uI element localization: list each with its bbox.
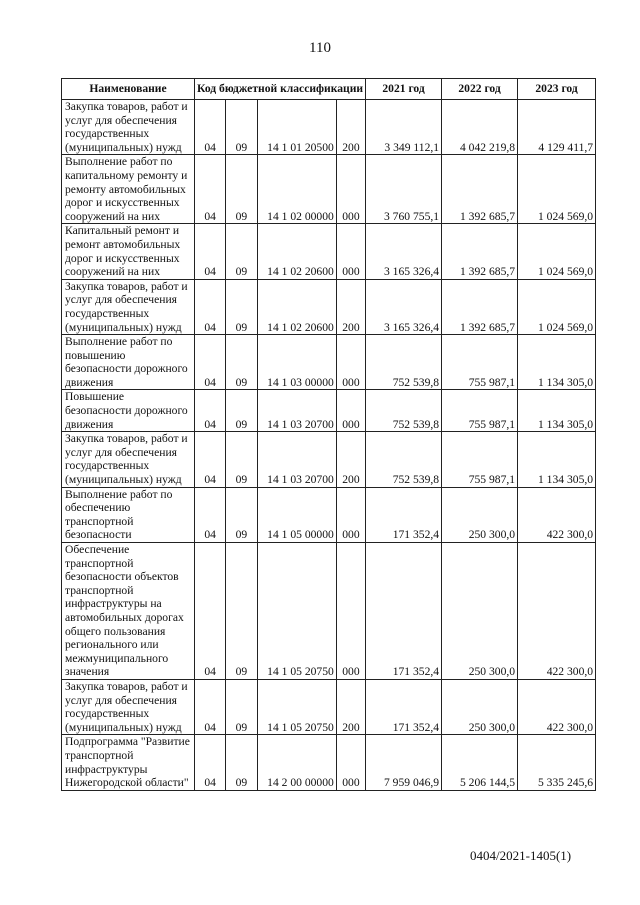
row-2022-cell: 250 300,0 <box>442 679 518 734</box>
row-target-code-cell: 14 1 05 00000 <box>257 487 336 542</box>
row-subsection-cell: 09 <box>226 390 257 432</box>
table-row <box>62 432 596 487</box>
row-section-cell: 04 <box>195 335 226 390</box>
page-number: 110 <box>309 40 331 56</box>
row-2022-cell: 1 392 685,7 <box>442 279 518 334</box>
row-target-code-cell: 14 1 02 20600 <box>257 279 336 334</box>
table-row <box>62 155 596 224</box>
row-2021-cell: 3 760 755,1 <box>366 155 442 224</box>
row-section-cell: 04 <box>195 487 226 542</box>
row-2022-cell: 755 987,1 <box>442 390 518 432</box>
row-2021-cell: 3 349 112,1 <box>366 100 442 155</box>
table-row <box>62 390 596 432</box>
row-2023-cell: 1 024 569,0 <box>518 279 596 334</box>
row-name-cell: Закупка товаров, работ и услуг для обеспечения государственных (муниципальных) нужд <box>62 679 195 734</box>
table-row <box>62 224 596 279</box>
row-2023-cell: 1 024 569,0 <box>518 224 596 279</box>
row-section-cell: 04 <box>195 155 226 224</box>
table-row <box>62 543 596 680</box>
table-row <box>62 735 596 790</box>
row-subsection-cell: 09 <box>226 279 257 334</box>
row-2023-cell: 4 129 411,7 <box>518 100 596 155</box>
row-2022-cell: 250 300,0 <box>442 543 518 680</box>
row-name-cell: Обеспечение транспортной безопасности объектов транспортной инфраструктуры на автомобильных дорогах общего пользования регионального или межмуниципального значения <box>62 543 195 680</box>
row-section-cell: 04 <box>195 543 226 680</box>
row-expense-type-cell: 200 <box>336 432 365 487</box>
row-target-code-cell: 14 1 02 20600 <box>257 224 336 279</box>
row-target-code-cell: 14 2 00 00000 <box>257 735 336 790</box>
table-header-row <box>62 79 596 100</box>
header-2021: 2021 год <box>366 79 442 100</box>
row-expense-type-cell: 200 <box>336 279 365 334</box>
header-name: Наименование <box>62 79 195 100</box>
row-section-cell: 04 <box>195 735 226 790</box>
row-target-code-cell: 14 1 03 20700 <box>257 390 336 432</box>
row-2021-cell: 171 352,4 <box>366 679 442 734</box>
row-target-code-cell: 14 1 02 00000 <box>257 155 336 224</box>
row-2022-cell: 1 392 685,7 <box>442 155 518 224</box>
row-2021-cell: 752 539,8 <box>366 335 442 390</box>
row-name-cell: Закупка товаров, работ и услуг для обеспечения государственных (муниципальных) нужд <box>62 279 195 334</box>
row-2022-cell: 4 042 219,8 <box>442 100 518 155</box>
row-section-cell: 04 <box>195 100 226 155</box>
row-section-cell: 04 <box>195 679 226 734</box>
row-subsection-cell: 09 <box>226 100 257 155</box>
table-row <box>62 279 596 334</box>
row-2023-cell: 422 300,0 <box>518 543 596 680</box>
row-expense-type-cell: 000 <box>336 487 365 542</box>
header-budget-code: Код бюджетной классификации <box>195 79 366 100</box>
row-name-cell: Закупка товаров, работ и услуг для обеспечения государственных (муниципальных) нужд <box>62 100 195 155</box>
row-2023-cell: 1 134 305,0 <box>518 335 596 390</box>
row-2021-cell: 752 539,8 <box>366 390 442 432</box>
table-row <box>62 335 596 390</box>
row-2023-cell: 1 024 569,0 <box>518 155 596 224</box>
row-2021-cell: 171 352,4 <box>366 543 442 680</box>
row-2023-cell: 422 300,0 <box>518 679 596 734</box>
row-2023-cell: 422 300,0 <box>518 487 596 542</box>
row-section-cell: 04 <box>195 224 226 279</box>
row-section-cell: 04 <box>195 279 226 334</box>
row-2023-cell: 1 134 305,0 <box>518 390 596 432</box>
row-name-cell: Подпрограмма "Развитие транспортной инфраструктуры Нижегородской области" <box>62 735 195 790</box>
row-subsection-cell: 09 <box>226 224 257 279</box>
table-row <box>62 100 596 155</box>
row-subsection-cell: 09 <box>226 735 257 790</box>
row-target-code-cell: 14 1 01 20500 <box>257 100 336 155</box>
row-expense-type-cell: 200 <box>336 100 365 155</box>
row-target-code-cell: 14 1 05 20750 <box>257 679 336 734</box>
row-name-cell: Капитальный ремонт и ремонт автомобильных дорог и искусственных сооружений на них <box>62 224 195 279</box>
row-target-code-cell: 14 1 05 20750 <box>257 543 336 680</box>
row-2022-cell: 5 206 144,5 <box>442 735 518 790</box>
row-subsection-cell: 09 <box>226 679 257 734</box>
row-expense-type-cell: 000 <box>336 155 365 224</box>
budget-table <box>61 78 596 791</box>
row-name-cell: Выполнение работ по обеспечению транспортной безопасности <box>62 487 195 542</box>
row-2022-cell: 755 987,1 <box>442 432 518 487</box>
row-expense-type-cell: 000 <box>336 543 365 680</box>
header-2023: 2023 год <box>518 79 596 100</box>
row-2021-cell: 171 352,4 <box>366 487 442 542</box>
row-expense-type-cell: 000 <box>336 390 365 432</box>
row-section-cell: 04 <box>195 390 226 432</box>
row-target-code-cell: 14 1 03 20700 <box>257 432 336 487</box>
row-target-code-cell: 14 1 03 00000 <box>257 335 336 390</box>
row-2021-cell: 7 959 046,9 <box>366 735 442 790</box>
table-row <box>62 679 596 734</box>
row-subsection-cell: 09 <box>226 543 257 680</box>
table-row <box>62 487 596 542</box>
row-name-cell: Повышение безопасности дорожного движения <box>62 390 195 432</box>
row-expense-type-cell: 000 <box>336 335 365 390</box>
row-subsection-cell: 09 <box>226 487 257 542</box>
row-2022-cell: 1 392 685,7 <box>442 224 518 279</box>
row-expense-type-cell: 200 <box>336 679 365 734</box>
row-subsection-cell: 09 <box>226 155 257 224</box>
row-subsection-cell: 09 <box>226 432 257 487</box>
row-expense-type-cell: 000 <box>336 224 365 279</box>
header-2022: 2022 год <box>442 79 518 100</box>
row-name-cell: Закупка товаров, работ и услуг для обеспечения государственных (муниципальных) нужд <box>62 432 195 487</box>
row-name-cell: Выполнение работ по повышению безопасности дорожного движения <box>62 335 195 390</box>
row-2022-cell: 755 987,1 <box>442 335 518 390</box>
row-expense-type-cell: 000 <box>336 735 365 790</box>
row-2023-cell: 1 134 305,0 <box>518 432 596 487</box>
row-2023-cell: 5 335 245,6 <box>518 735 596 790</box>
row-section-cell: 04 <box>195 432 226 487</box>
row-2022-cell: 250 300,0 <box>442 487 518 542</box>
row-subsection-cell: 09 <box>226 335 257 390</box>
document-code: 0404/2021-1405(1) <box>470 848 572 863</box>
row-2021-cell: 3 165 326,4 <box>366 279 442 334</box>
row-name-cell: Выполнение работ по капитальному ремонту и ремонту автомобильных дорог и искусственных сооружений на них <box>62 155 195 224</box>
row-2021-cell: 752 539,8 <box>366 432 442 487</box>
table-body <box>62 100 596 791</box>
row-2021-cell: 3 165 326,4 <box>366 224 442 279</box>
